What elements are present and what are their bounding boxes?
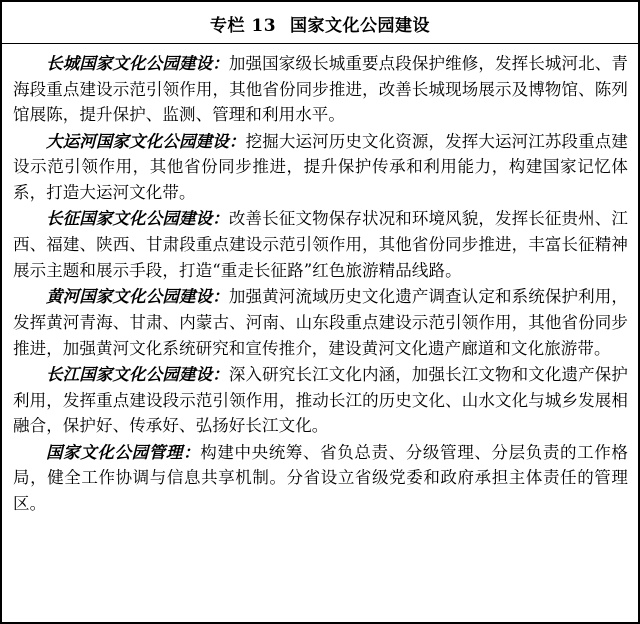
- paragraph-lead: 黄河国家文化公园建设：: [46, 287, 229, 307]
- paragraph-text: 改善长征文物保存状况和环境风貌，发挥长征贵州、江西、福建、陕西、甘肃段重点建设示范引领作用，其他省份同步推进，丰富长征精神展示主题和展示手段，打造“重走长征路”红色旅游精品线路。: [13, 209, 628, 280]
- box-body: [2, 44, 638, 622]
- box-title-text: 国家文化公园建设: [290, 16, 431, 36]
- paragraph-text: 加强国家级长城重要点段保护维修，发挥长城河北、青海段重点建设示范引领作用，其他省份同步推进，改善长城现场展示及博物馆、陈列馆展陈，提升保护、监测、管理和利用水平。: [13, 54, 628, 125]
- paragraph-text: 深入研究长江文化内涵，加强长江文物和文化遗产保护利用，发挥重点建设段示范引领作用，推动长江的历史文化、山水文化与城乡发展相融合，保护好、传承好、弘扬好长江文化。: [13, 364, 628, 436]
- box-title-number: 专栏 13: [209, 16, 277, 36]
- box-title: [2, 2, 638, 44]
- paragraph-text: 加强黄河流域历史文化遗产调查认定和系统保护利用，发挥黄河青海、甘肃、内蒙古、河南、山东段重点建设示范引领作用，其他省份同步推进，加强黄河文化系统研究和宣传推介，建设黄河文化遗产廊道和文化旅游带。: [13, 287, 628, 358]
- paragraph-text: 挖掘大运河历史文化资源，发挥大运河江苏段重点建设示范引领作用，其他省份同步推进，提升保护传承和利用能力，构建国家记忆体系，打造大运河文化带。: [13, 131, 628, 203]
- paragraph-lead: 国家文化公园管理：: [46, 442, 201, 462]
- paragraph: [13, 206, 628, 283]
- paragraph-text: 构建中央统筹、省负总责、分级管理、分层负责的工作格局，健全工作协调与信息共享机制。分省设立省级党委和政府承担主体责任的管理区。: [13, 442, 628, 513]
- paragraph-lead: 长江国家文化公园建设：: [46, 364, 229, 384]
- paragraph: [13, 284, 628, 361]
- paragraph: [13, 362, 628, 439]
- paragraph-lead: 长城国家文化公园建设：: [46, 54, 229, 73]
- paragraph-lead: 大运河国家文化公园建设：: [46, 131, 246, 151]
- paragraph: [13, 51, 628, 128]
- paragraph-lead: 长征国家文化公园建设：: [46, 209, 229, 229]
- paragraph: [13, 129, 628, 206]
- paragraph: [13, 440, 628, 517]
